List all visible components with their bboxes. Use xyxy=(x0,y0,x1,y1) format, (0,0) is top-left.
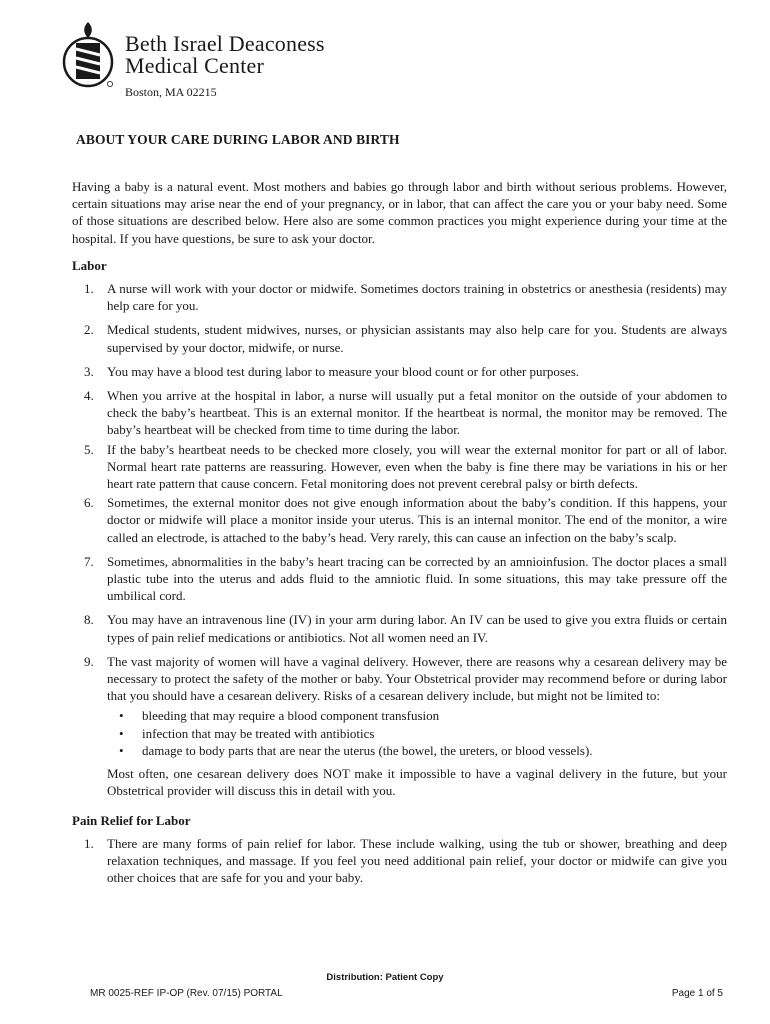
risk-text: bleeding that may require a blood component transfusion xyxy=(142,708,440,724)
item-text: When you arrive at the hospital in labor, a nurse will usually put a fetal monitor on the outside of your abdomen to check the baby’s heartbeat. This is an external monitor. If the heartbeat is normal, the monitor may be removed. The baby’s heartbeat will be checked from time to time during the labor. xyxy=(107,388,727,438)
item-text: Sometimes, abnormalities in the baby’s heart tracing can be corrected by an amnioinfusion. The doctor places a small plastic tube into the uterus and adds fluid to the amniotic fluid. In some situations, this may take pressure off the umbilical cord. xyxy=(107,553,727,604)
labor-item xyxy=(72,363,727,380)
item-number: 8. xyxy=(84,612,94,628)
item-number: 4. xyxy=(84,388,94,404)
item-text: If the baby’s heartbeat needs to be checked more closely, you will wear the external monitor for part or all of labor. Normal heart rate patterns are reassuring. However, even when the baby is fine there may be variations in his or her heart rate pattern that cause concern. Fetal monitoring does not prevent cerebral palsy or birth defects. xyxy=(107,441,727,492)
labor-item xyxy=(72,321,727,355)
item-number: 9. xyxy=(84,653,94,669)
item-number: 1. xyxy=(84,835,94,851)
cesarean-risk-list xyxy=(107,707,727,759)
labor-heading: Labor xyxy=(72,257,107,273)
risk-text: infection that may be treated with antibiotics xyxy=(142,725,375,741)
item-number: 7. xyxy=(84,553,94,569)
bullet-icon: • xyxy=(119,725,124,741)
bullet-icon: • xyxy=(119,742,124,758)
form-code: MR 0025-REF IP-OP (Rev. 07/15) PORTAL xyxy=(90,988,283,999)
distribution-label: Distribution: Patient Copy xyxy=(326,972,444,983)
page-number: Page 1 of 5 xyxy=(671,988,723,999)
document-body xyxy=(72,178,727,893)
cesarean-note: Most often, one cesarean delivery does NOT make it impossible to have a vaginal delivery in the future, but your Obstetrical provider will discuss this in detail with you. xyxy=(107,766,727,799)
labor-item xyxy=(72,653,727,800)
item-text: Medical students, student midwives, nurses, or physician assistants may also help care for you. Students are always supervised by your doctor, midwife, or nurse. xyxy=(107,322,727,355)
labor-item xyxy=(72,387,727,439)
risk-text: damage to body parts that are near the uterus (the bowel, the ureters, or blood vessels). xyxy=(142,742,593,758)
pain-relief-item xyxy=(72,835,727,887)
labor-item xyxy=(72,553,727,605)
pain-relief-list xyxy=(72,835,727,887)
risk-item xyxy=(107,742,727,759)
item-text: Sometimes, the external monitor does not give enough information about the baby’s condition. If this happens, your doctor or midwife will place a monitor inside your uterus. This is an internal monitor. The end of the monitor, a wire called an electrode, is attached to the baby’s head. Very rarely, this can cause an infection on the baby’s scalp. xyxy=(107,495,727,545)
item-number: 5. xyxy=(84,441,94,457)
organization-name-line2: Medical Center xyxy=(125,53,265,78)
labor-item xyxy=(72,280,727,314)
item-number: 3. xyxy=(84,363,94,379)
item-number: 6. xyxy=(84,495,94,511)
labor-list xyxy=(72,280,727,799)
item-text: You may have an intravenous line (IV) in your arm during labor. An IV can be used to give you extra fluids or certain types of pain relief medications or antibiotics. Not all women need an IV. xyxy=(107,612,727,645)
item-number: 1. xyxy=(84,281,94,297)
bullet-icon: • xyxy=(119,708,124,724)
labor-item xyxy=(72,441,727,493)
organization-name xyxy=(125,33,325,77)
pain-relief-heading: Pain Relief for Labor xyxy=(72,812,191,828)
item-text: The vast majority of women will have a vaginal delivery. However, there are reasons why a cesarean delivery may be necessary to protect the safety of the mother or baby. Your Obstetrical provider may recommend before or during labor that you should have a cesarean delivery. Risks of a cesarean delivery include, but might not be limited to: xyxy=(107,653,727,704)
labor-item xyxy=(72,494,727,546)
bidmc-seal-icon xyxy=(58,18,118,88)
item-text: A nurse will work with your doctor or midwife. Sometimes doctors training in obstetrics or anesthesia (residents) may help care for you. xyxy=(107,281,727,314)
item-text: There are many forms of pain relief for labor. These include walking, using the tub or shower, breathing and deep relaxation techniques, and massage. If you feel you need additional pain relief, your doctor or midwife can give you other choices that are safe for you and your baby. xyxy=(107,835,727,886)
risk-item xyxy=(107,725,727,742)
organization-name-line1: Beth Israel Deaconess xyxy=(125,31,325,56)
labor-item xyxy=(72,611,727,645)
document-title: ABOUT YOUR CARE DURING LABOR AND BIRTH xyxy=(76,132,400,147)
organization-location: Boston, MA 02215 xyxy=(125,85,217,99)
risk-item xyxy=(107,707,727,724)
item-number: 2. xyxy=(84,322,94,338)
item-text: You may have a blood test during labor to measure your blood count or for other purposes. xyxy=(107,363,580,379)
intro-paragraph: Having a baby is a natural event. Most mothers and babies go through labor and birth without serious problems. However, certain situations may arise near the end of your pregnancy, or in labor, that can affect the care you or your baby need. Some of those situations are described below. Here also are some common practices you might experience during your time at the hospital. If you have questions, be sure to ask your doctor. xyxy=(72,179,727,246)
